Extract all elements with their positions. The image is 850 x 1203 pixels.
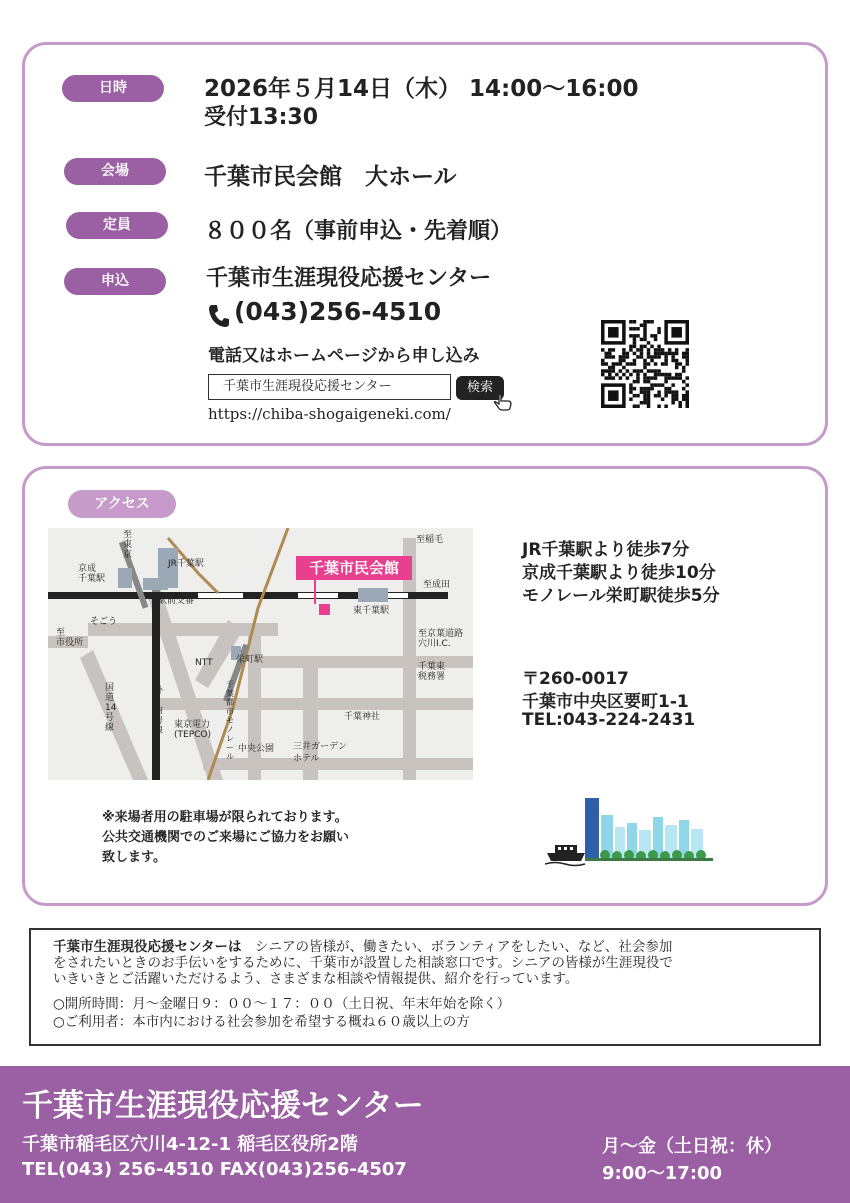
map-label-keisei-chiba: 京成 千葉駅 <box>78 564 106 584</box>
map-label-sakaecho: 栄町駅 <box>236 655 264 665</box>
event-datetime: 2026年５月14日（木） 14:00〜16:00 <box>204 76 639 102</box>
map-label-higashi-chiba: 東千葉駅 <box>353 606 390 616</box>
parking-note-line1: ※来場者用の駐車場が限られております。 <box>102 810 348 825</box>
map-label-chiba-jinja: 千葉神社 <box>344 712 381 722</box>
map-label-jr-chiba: JR千葉駅 <box>168 559 204 569</box>
access-route-keisei: 京成千葉駅より徒歩10分 <box>522 563 716 583</box>
venue-phone: TEL:043-224-2431 <box>522 710 696 730</box>
map-label-ekimae-koban: 駅前交番 <box>158 596 195 606</box>
map-label-ntt: NTT <box>195 658 213 668</box>
access-map <box>48 528 473 780</box>
venue-map-label: 千葉市民会館 <box>296 556 412 580</box>
event-venue: 千葉市民会館 大ホール <box>204 164 457 190</box>
map-label-sogo: そごう <box>90 617 118 627</box>
pointer-hand-icon <box>493 393 513 411</box>
capacity-label: 定員 <box>66 212 168 239</box>
venue-pointer-line <box>314 580 316 604</box>
datetime-label: 日時 <box>62 75 164 102</box>
about-hours: ○開所時間：月〜金曜日９：００〜１７：００（土日祝、年末年始を除く） <box>53 996 511 1012</box>
about-line1 <box>53 939 672 955</box>
venue-label: 会場 <box>64 158 166 185</box>
apply-phone-number[interactable]: (043)256-4510 <box>234 297 442 326</box>
map-label-monorail: 千 葉 都 市 モ ノ レ ー ル <box>226 680 234 761</box>
access-route-monorail: モノレール栄町駅徒歩5分 <box>522 586 720 606</box>
apply-organization: 千葉市生涯現役応援センター <box>206 266 492 291</box>
apply-method: 電話又はホームページから申し込み <box>208 346 480 366</box>
about-lead: 千葉市生涯現役応援センターは <box>53 939 242 955</box>
website-url[interactable]: https://chiba-shogaigeneki.com/ <box>208 405 451 423</box>
venue-postal-code: 〒260-0017 <box>522 669 629 689</box>
center-info-box <box>29 928 821 1046</box>
footer <box>0 1066 850 1203</box>
event-reception-time: 受付13:30 <box>204 105 319 130</box>
footer-address: 千葉市稲毛区穴川4-12-1 稲毛区役所2階 <box>22 1134 358 1155</box>
search-input[interactable]: 千葉市生涯現役応援センター <box>208 374 451 400</box>
access-route-jr: JR千葉駅より徒歩7分 <box>522 540 690 560</box>
access-label: アクセス <box>68 490 176 518</box>
map-label-tokyo: 至 東 京 <box>123 530 133 560</box>
footer-open-hours: 9:00〜17:00 <box>602 1163 723 1184</box>
about-users: ○ご利用者：本市内における社会参加を希望する概ね６０歳以上の方 <box>53 1014 470 1030</box>
map-label-keiyo-road: 至京葉道路 穴川I.C. <box>418 629 464 649</box>
city-skyline-illustration <box>545 795 715 867</box>
about-line2: をされたいときのお手伝いをするために、千葉市が設置した相談窓口です。シニアの皆様が生涯現役で <box>53 955 673 971</box>
map-label-tepco: 東京電力 (TEPCO) <box>174 720 212 740</box>
footer-contact: TEL(043) 256-4510 FAX(043)256-4507 <box>22 1159 407 1180</box>
phone-icon <box>207 303 231 329</box>
footer-title: 千葉市生涯現役応援センター <box>22 1088 424 1124</box>
qr-code-icon[interactable] <box>601 320 689 408</box>
about-line3: いきいきとご活躍いただけるよう、さまざまな相談や情報提供、紹介を行っています。 <box>53 971 579 987</box>
map-label-zeimusho: 千葉東 税務署 <box>418 662 446 682</box>
about-text1: シニアの皆様が、働きたい、ボランティアをしたい、など、社会参加 <box>241 939 673 955</box>
footer-open-days: 月〜金（土日祝：休） <box>602 1136 782 1157</box>
apply-label: 申込 <box>64 268 166 295</box>
map-label-sotobo: 外 ・ 内 房 線 <box>154 686 164 736</box>
venue-address: 千葉市中央区要町1-1 <box>522 692 689 712</box>
map-label-inage: 至稲毛 <box>416 535 444 545</box>
map-label-chuo-koen: 中央公園 <box>238 744 275 754</box>
event-capacity: ８００名（事前申込・先着順） <box>204 219 513 244</box>
parking-note-line3: 致します。 <box>102 850 166 865</box>
map-label-shiyakusho: 至 市役所 <box>56 628 84 648</box>
map-label-mitsui-garden: 三井ガーデン ホテル <box>293 742 347 764</box>
search-button[interactable]: 検索 <box>456 376 504 400</box>
parking-note-line2: 公共交通機関でのご来場にご協力をお願い <box>102 830 350 845</box>
map-label-narita: 至成田 <box>423 580 451 590</box>
map-label-kokudo: 国 道 14 号 線 <box>105 683 117 733</box>
